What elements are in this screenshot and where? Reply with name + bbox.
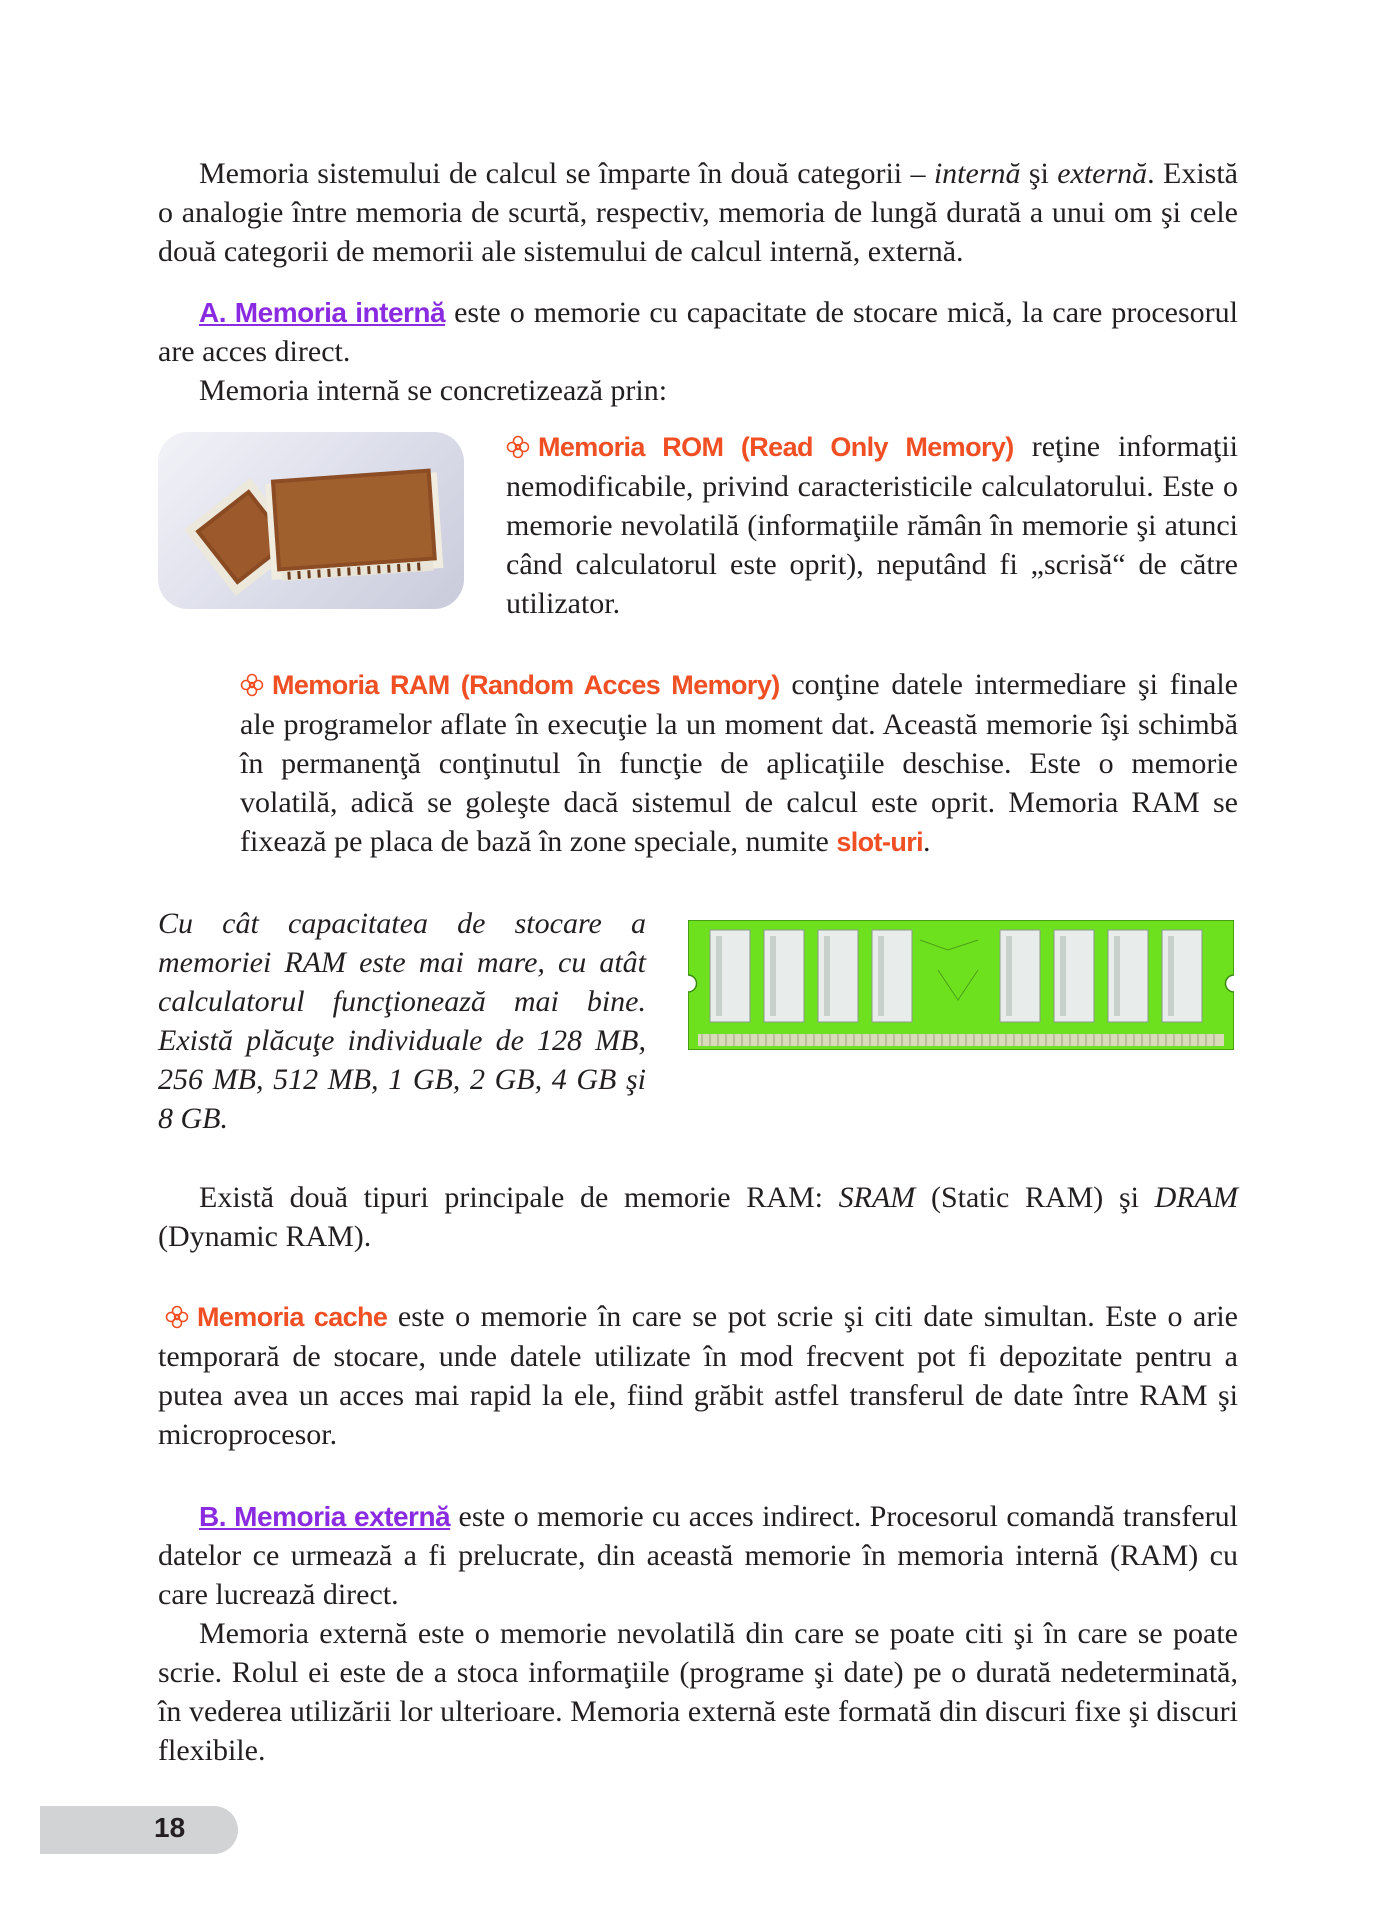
concretize-paragraph <box>158 371 1238 410</box>
section-b-text: este o memorie cu acces indirect. Procesorul comandă transferul datelor ce urmează a fi prelucrate, din această memorie în memoria internă (RAM) cu care lucrează direct. <box>158 1500 1238 1611</box>
intro-interna: internă <box>933 157 1021 190</box>
section-b-heading: B. Memoria externă <box>199 1501 451 1532</box>
intro-text-end: . Există o analogie între memoria de scurtă, respectiv, memoria de lungă durată a unui om şi cele două categorii de memorii ale sistemului de calcul internă, externă. <box>158 157 1238 268</box>
section-a-paragraph <box>158 293 1238 371</box>
intro-and: şi <box>1020 157 1058 190</box>
rom-paragraph <box>506 427 1238 623</box>
cache-text: este o memorie în care se pot scrie şi citi date simultan. Este o arie temporară de stocare, unde datele utilizate în mod frecvent pot fi depozitate pentru a putea avea un acces mai rapid la ele, fiind grăbit astfel transferul de date între RAM şi microprocesor. <box>158 1300 1238 1451</box>
page-number: 18 <box>154 1812 186 1843</box>
section-a-text: este o memorie cu capacitate de stocare mică, la care procesorul are acces direct. <box>158 296 1239 368</box>
cache-title: Memoria cache <box>197 1302 388 1332</box>
ram-type-dram: DRAM <box>1154 1181 1238 1214</box>
rom-title: Memoria ROM (Read Only Memory) <box>538 432 1014 462</box>
concretize-text: Memoria internă se concretizează prin: <box>199 374 668 407</box>
ram-paragraph <box>240 665 1238 862</box>
capacity-note <box>158 904 646 1138</box>
ram-stick-image <box>688 920 1234 1050</box>
rom-chips-image <box>158 432 464 609</box>
cache-paragraph <box>158 1297 1238 1454</box>
external-desc-text: Memoria externă este o memorie nevolatilă din care se poate citi şi în care se poate scrie. Rolul ei este de a stoca informaţiile (programe şi date) pe o durată nedeterminată, în vederea utilizării lor ulterioare. Memoria externă este formată din discuri fixe şi discuri flexibile. <box>158 1617 1238 1767</box>
external-desc-paragraph <box>158 1614 1238 1770</box>
ram-type-sram-desc: (Static RAM) şi <box>915 1181 1155 1214</box>
page-number-tab <box>40 1806 238 1854</box>
ram-types-prefix: Există două tipuri principale de memorie RAM: <box>199 1181 839 1214</box>
ram-title: Memoria RAM (Random Acces Memory) <box>272 670 780 700</box>
rom-text: reţine informaţii nemodificabile, privind caracteristicile calculatorului. Este o memorie nevolatilă (informaţiile rămân în memorie şi atunci când calculatorul este oprit), neputând fi „scrisă“ de către utilizator. <box>506 430 1239 620</box>
flower-bullet-icon <box>240 673 264 697</box>
flower-bullet-icon <box>165 1305 189 1329</box>
ram-slot-term: slot-uri <box>836 827 924 857</box>
ram-end: . <box>923 825 931 858</box>
intro-externa: externă <box>1057 157 1148 190</box>
ram-type-dram-desc: (Dynamic RAM). <box>158 1220 372 1253</box>
ram-type-sram: SRAM <box>838 1181 916 1214</box>
intro-text: Memoria sistemului de calcul se împarte în două categorii – <box>199 157 934 190</box>
intro-paragraph <box>158 154 1238 271</box>
flower-bullet-icon <box>506 435 530 459</box>
rom-chips-illustration <box>158 432 464 609</box>
capacity-note-text: Cu cât capacitatea de stocare a memoriei RAM este mai mare, cu atât calculatorul funcţionează mai bine. Există plăcuţe individuale de 128 MB, 256 MB, 512 MB, 1 GB, 2 GB, 4 GB şi 8 GB. <box>158 907 646 1135</box>
section-a-heading: A. Memoria internă <box>199 297 446 328</box>
section-b-paragraph <box>158 1497 1238 1614</box>
ram-types-paragraph <box>158 1178 1238 1256</box>
ram-stick-illustration <box>688 920 1234 1050</box>
ram-text: conţine datele intermediare şi finale ale programelor aflate în execuţie la un moment dat. Această memorie îşi schimbă în permanenţă conţinutul în funcţie de aplicaţiile deschise. Este o memorie volatilă, adică se goleşte dacă sistemul de calcul este oprit. Memoria RAM se fixează pe placa de bază în zone speciale, numite <box>240 668 1238 858</box>
